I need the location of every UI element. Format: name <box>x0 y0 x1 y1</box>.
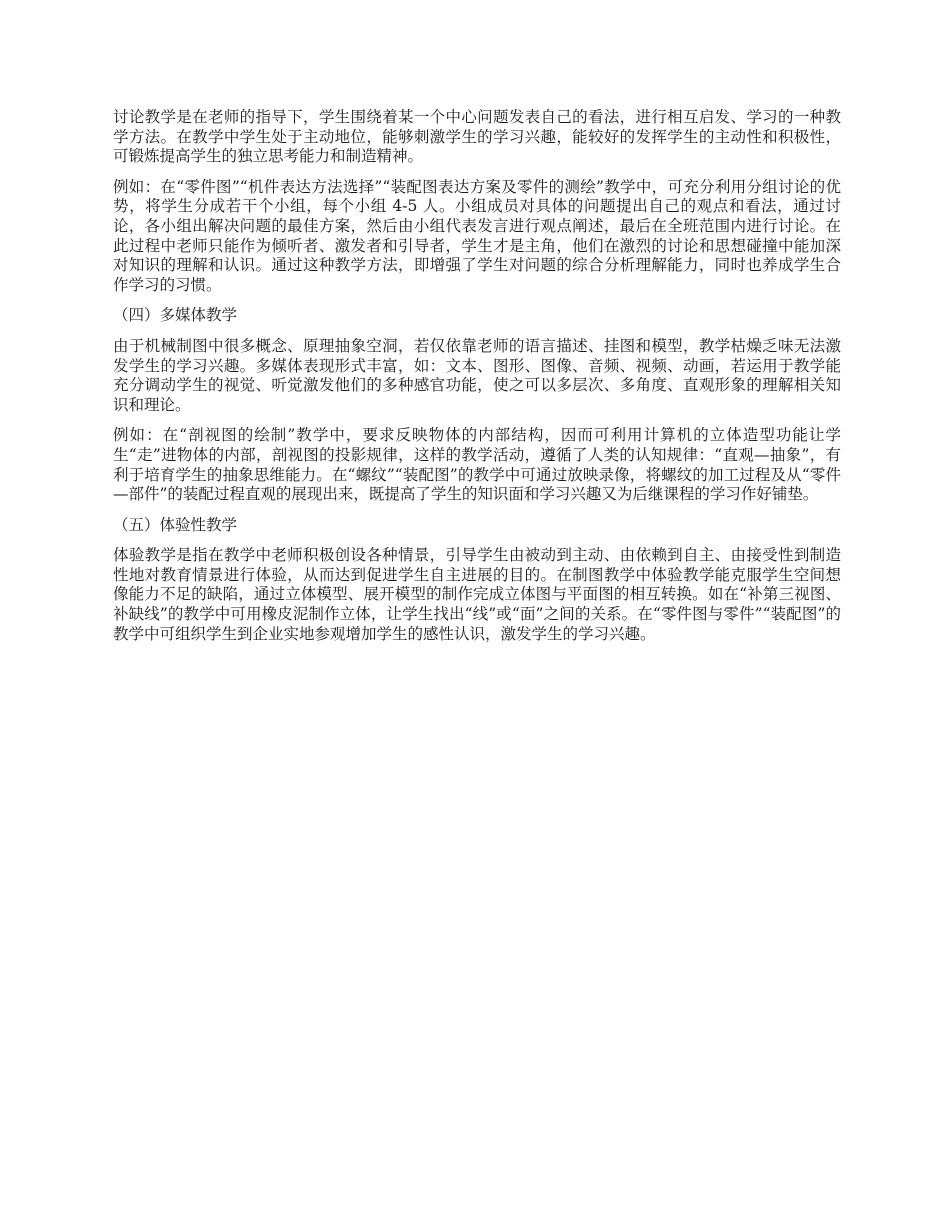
paragraph-experiential-teaching: 体验教学是指在教学中老师积极创设各种情景，引导学生由被动到主动、由依赖到自主、由接受性到制造性地对教育情景进行体验，从而达到促进学生自主进展的目的。在制图教学中体验教学能克服学生空间想像能力不足的缺陷，通过立体模型、展开模型的制作完成立体图与平面图的相互转换。如在“补第三视图、补缺线”的教学中可用橡皮泥制作立体，让学生找出“线”或“面”之间的关系。在“零件图与零件”“装配图”的教学中可组织学生到企业实地参观增加学生的感性认识，激发学生的学习兴趣。 <box>113 546 841 643</box>
section-heading-multimedia: （四）多媒体教学 <box>113 306 238 325</box>
paragraph-multimedia-example: 例如：在“剖视图的绘制”教学中，要求反映物体的内部结构，因而可利用计算机的立体造型功能让学生“走”进物体的内部，剖视图的投影规律，这样的教学活动，遵循了人类的认知规律：“直观—抽象”，有利于培育学生的抽象思维能力。在“螺纹”“装配图”的教学中可通过放映录像，将螺纹的加工过程及从“零件—部件”的装配过程直观的展现出来，既提高了学生的知识面和学习兴趣又为后继课程的学习作好铺垫。 <box>113 426 841 504</box>
paragraph-discussion-example: 例如：在“零件图”“机件表达方法选择”“装配图表达方案及零件的测绘”教学中，可充分利用分组讨论的优势，将学生分成若干个小组，每个小组 4-5 人。小组成员对具体的问题提出自己的观点和看法，通过讨论，各小组出解决问题的最佳方案，然后由小组代表发言进行观点阐述，最后在全班范围内进行讨论。在此过程中老师只能作为倾听者、激发者和引导者，学生才是主角，他们在激烈的讨论和思想碰撞中能加深对知识的理解和认识。通过这种教学方法，即增强了学生对问题的综合分析理解能力，同时也养成学生合作学习的习惯。 <box>113 177 841 294</box>
paragraph-multimedia-teaching: 由于机械制图中很多概念、原理抽象空洞，若仅依靠老师的语言描述、挂图和模型，教学枯燥乏味无法激发学生的学习兴趣。多媒体表现形式丰富，如：文本、图形、图像、音频、视频、动画，若运用于教学能充分调动学生的视觉、听觉激发他们的多种感官功能，使之可以多层次、多角度、直观形象的理解相关知识和理论。 <box>113 336 841 414</box>
paragraph-discussion-teaching: 讨论教学是在老师的指导下，学生围绕着某一个中心问题发表自己的看法，进行相互启发、学习的一种教学方法。在教学中学生处于主动地位，能够刺激学生的学习兴趣，能较好的发挥学生的主动性和积极性，可锻炼提高学生的独立思考能力和制造精神。 <box>113 108 841 166</box>
document-body <box>113 108 841 655</box>
section-heading-experiential: （五）体验性教学 <box>113 515 238 534</box>
